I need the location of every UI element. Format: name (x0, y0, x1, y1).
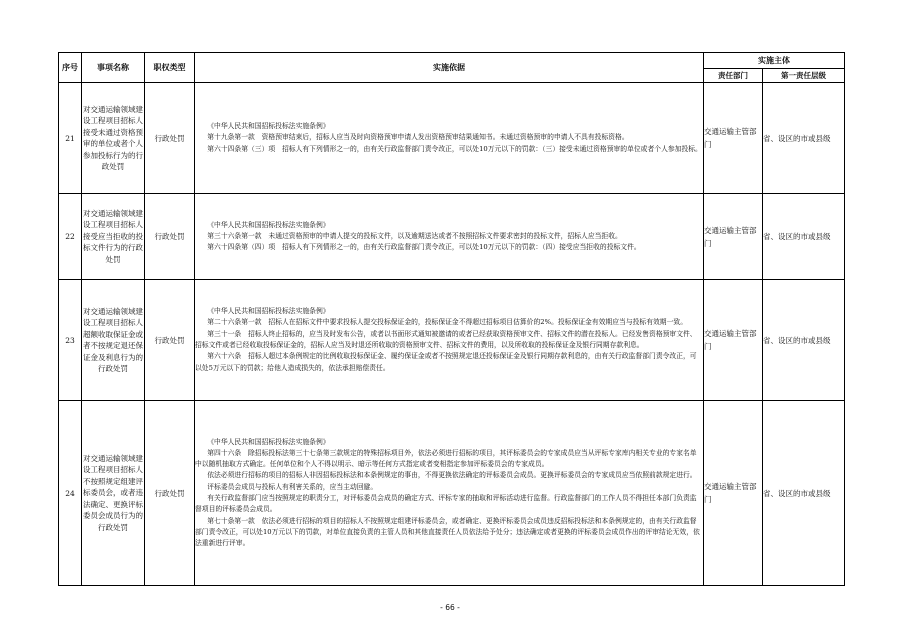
basis-paragraph: 第六十四条第（三）项 招标人有下列情形之一的，由有关行政监督部门责令改正，可以处10万元以下的罚款：（三）接受未通过资格预审的单位或者个人参加投标。 (207, 144, 702, 153)
basis-paragraph: 有关行政监督部门应当按照规定的职责分工，对评标委员会成员的确定方式、评标专家的抽取和评标活动进行监督。行政监督部门的工作人员不得担任本部门负责监督项目的评标委员会成员。 (195, 494, 697, 514)
basis-paragraph: 《中华人民共和国招标投标法实施条例》 (207, 220, 330, 229)
basis-paragraph: 第六十四条第（四）项 招标人有下列情形之一的，由有关行政监督部门责令改正，可以处10万元以下的罚款：（四）接受应当拒收的投标文件。 (207, 243, 641, 252)
responsible-dept: 交通运输主管部门 (704, 83, 763, 194)
header-dept: 责任部门 (704, 69, 763, 83)
row-number: 22 (59, 194, 82, 280)
responsible-dept: 交通运输主管部门 (704, 280, 763, 401)
basis-paragraph: 第十九条第一款 资格预审结束后，招标人应当及时向资格预审申请人发出资格预审结果通知书。未通过资格预审的申请人不具有投标资格。 (207, 133, 629, 142)
basis-paragraph: 第六十六条 招标人超过本条例规定的比例收取投标保证金、履约保证金或者不按照规定退还投标保证金及银行同期存款利息的，由有关行政监督部门责令改正，可以处5万元以下的罚款；给他人造成损失的，依法承担赔偿责任。 (195, 352, 697, 372)
legal-basis (195, 280, 704, 401)
basis-paragraph: 《中华人民共和国招标投标法实施条例》 (207, 122, 330, 131)
table-row (59, 401, 845, 586)
responsibility-level: 省、设区的市或县级 (763, 401, 845, 586)
authority-type: 行政处罚 (145, 280, 195, 401)
authority-table (58, 52, 845, 586)
basis-paragraph: 第七十条第一款 依法必须进行招标的项目的招标人不按照规定组建评标委员会，或者确定、更换评标委员会成员违反招标投标法和本条例规定的，由有关行政监督部门责令改正，可以处10万元以下的罚款，对单位直接负责的主管人员和其他直接责任人员依法给予处分；违法确定或者更换的评标委员会成员作出的评审结论无效，依法重新进行评审。 (195, 516, 700, 548)
item-name: 对交通运输领域建设工程项目招标人不按照规定组建评标委员会，或者违法确定、更换评标委员会成员行为的行政处罚 (82, 401, 145, 586)
basis-paragraph: 第二十六条第一款 招标人在招标文件中要求投标人提交投标保证金的，投标保证金不得超过招标项目估算价的2%。投标保证金有效期应当与投标有效期一致。 (207, 318, 687, 327)
table-row (59, 83, 845, 194)
table-row (59, 194, 845, 280)
row-number: 21 (59, 83, 82, 194)
item-name: 对交通运输领域建设工程项目招标人超额收取保证金或者不按规定退还保证金及利息行为的行政处罚 (82, 280, 145, 401)
legal-basis (195, 194, 704, 280)
legal-basis (195, 401, 704, 586)
row-number: 24 (59, 401, 82, 586)
responsible-dept: 交通运输主管部门 (704, 401, 763, 586)
header-level: 第一责任层级 (763, 69, 845, 83)
header-basis: 实施依据 (195, 53, 704, 83)
authority-type: 行政处罚 (145, 194, 195, 280)
basis-paragraph: 第三十六条第一款 未通过资格预审的申请人提交的投标文件，以及逾期送达或者不按照招标文件要求密封的投标文件，招标人应当拒收。 (207, 231, 622, 240)
basis-paragraph: 评标委员会成员与投标人有利害关系的，应当主动回避。 (207, 482, 378, 491)
responsibility-level: 省、设区的市或县级 (763, 83, 845, 194)
basis-paragraph: 第四十六条 除招标投标法第三十七条第三款规定的特殊招标项目外，依法必须进行招标的项目，其评标委员会的专家成员应当从评标专家库内相关专业的专家名单中以随机抽取方式确定。任何单位和个人不得以明示、暗示等任何方式指定或者变相指定参加评标委员会的专家成员。 (195, 448, 697, 469)
authority-type: 行政处罚 (145, 83, 195, 194)
basis-paragraph: 《中华人民共和国招标投标法实施条例》 (207, 437, 330, 446)
table-row (59, 280, 845, 401)
responsible-dept: 交通运输主管部门 (704, 194, 763, 280)
responsibility-level: 省、设区的市或县级 (763, 280, 845, 401)
header-seq: 序号 (59, 53, 82, 83)
item-name: 对交通运输领域建设工程项目招标人接受未通过资格预审的单位或者个人参加投标行为的行政处罚 (82, 83, 145, 194)
header-subject: 实施主体 (704, 53, 845, 69)
page-number: - 66 - (440, 603, 460, 612)
basis-paragraph: 依法必须进行招标的项目的招标人非因招标投标法和本条例规定的事由，不得更换依法确定的评标委员会成员。更换评标委员会的专家成员应当依照前款规定进行。 (207, 471, 697, 480)
responsibility-level: 省、设区的市或县级 (763, 194, 845, 280)
header-type: 职权类型 (145, 53, 195, 83)
item-name: 对交通运输领域建设工程项目招标人接受应当拒收的投标文件行为的行政处罚 (82, 194, 145, 280)
basis-paragraph: 《中华人民共和国招标投标法实施条例》 (207, 307, 330, 316)
row-number: 23 (59, 280, 82, 401)
authority-type: 行政处罚 (145, 401, 195, 586)
header-name: 事项名称 (82, 53, 145, 83)
basis-paragraph: 第三十一条 招标人终止招标的，应当及时发布公告，或者以书面形式通知被邀请的或者已经获取资格预审文件、招标文件的潜在投标人。已经发售资格预审文件、招标文件或者已经收取投标保证金的，招标人应当及时退还所收取的资格预审文件、招标文件的费用，以及所收取的投标保证金及银行同期存款利息。 (195, 329, 697, 349)
legal-basis (195, 83, 704, 194)
